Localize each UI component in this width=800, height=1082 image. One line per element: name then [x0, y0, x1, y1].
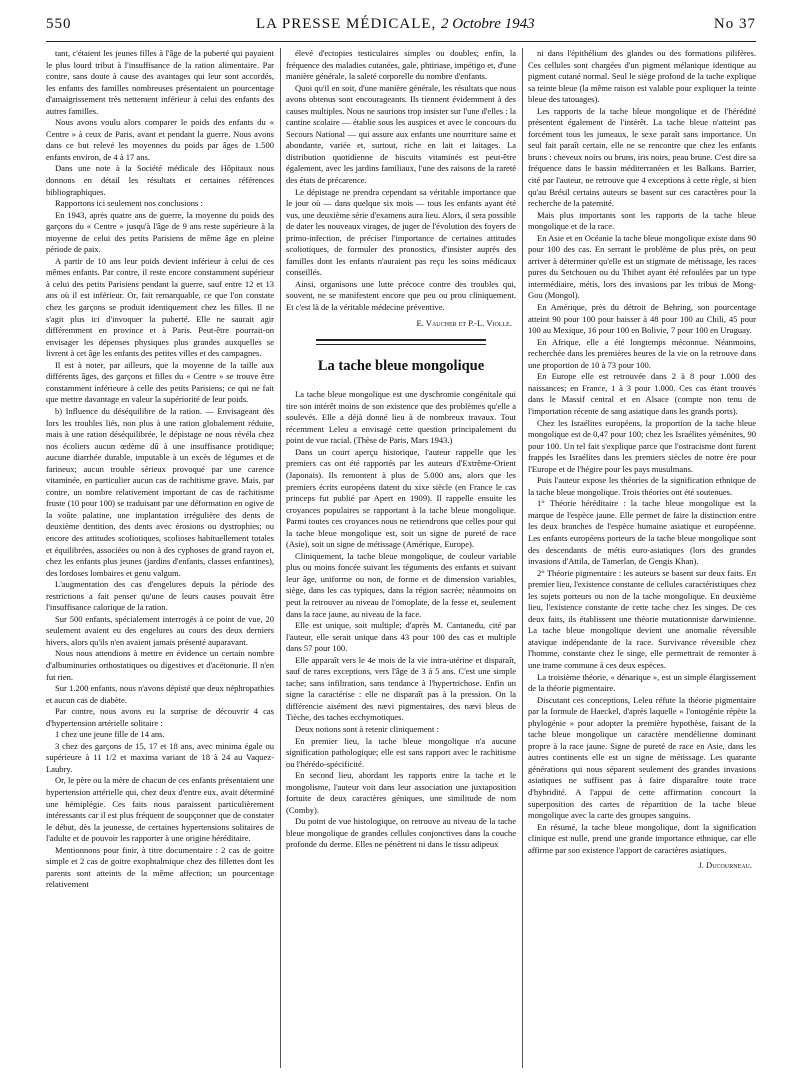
header-rule [46, 41, 756, 42]
paragraph: A partir de 10 ans leur poids devient inférieur à celui de ces mêmes enfants. Par contre, il reste encore constamment supérieur à celui des petits Parisiens pendant la guerre, sauf entre 12 et 13 ans où il est inférieur. Or, fait remarquable, ce que l'on constate chez les garçons se produit identiquement chez les filles. Il ne s'agit plus ici d'invoquer la puberté. Elle ne saurait agir différemment en province et à Paris. Peut-être pourrait-on envisager les dépenses physiques plus grandes auxquelles se livrent à cet âge les enfants des petites villes et des campagnes. [46, 255, 274, 359]
paragraph: 1 chez une jeune fille de 14 ans. [55, 729, 165, 740]
column-left [46, 48, 274, 891]
paragraph: En 1943, après quatre ans de guerre, la moyenne du poids des garçons du « Centre » jusqu'à l'âge de 9 ans reste supérieure à la moyenne de celui des petits Parisiens de même âge en pleine période de paix. [46, 209, 274, 255]
issue-number: No 37 [713, 16, 756, 32]
column-divider [522, 48, 523, 1068]
paragraph: Du point de vue histologique, on retrouve au niveau de la tache bleue mongolique de grandes cellules conjonctives dans la couche profonde du derme. Elles ne pénètrent ni dans le tissu adipeux [286, 816, 516, 850]
authors-signature: E. Vaucher et P.-L. Violle. [416, 317, 512, 328]
journal-name: LA PRESSE MÉDICALE, [256, 16, 437, 32]
paragraph: Discutant ces conceptions, Leleu réfute la théorie pigmentaire par la formule de Haeckel, d'après laquelle « l'ontogénie répète la phylogénie » pour adopter la première hypothèse, faisant de la tache bleue mongolique un caractère mendélienne dominant propre à la race jaune. Signe de pureté de race en Asie, dans les autres continents elle est un signe de métissage. Les quarante générations qui nous séparent seulement des grandes invasions asiatiques ne suffisent pas à faire disparaître toute trace d'hybridité. A l'appui de cette affirmation concourt la superposition des cartes de répartition de la tache bleue mongolique avec la carte des groupes sanguins. [528, 694, 756, 821]
column-divider [280, 48, 281, 1068]
paragraph: Rapportons ici seulement nos conclusions : [55, 198, 203, 209]
paragraph: Par contre, nous avons eu la surprise de découvrir 4 cas d'hypertension artérielle solitaire : [46, 706, 274, 728]
journal-title [256, 16, 535, 33]
paragraph: Cliniquement, la tache bleue mongolique, de couleur variable plus ou moins foncée suivant les téguments des enfants et suivant leur âge, uniforme ou non, de forme et de dimension variables, siège, dans les cas typiques, dans la région sacrée; néanmoins on peut la retrouver au niveau de l'omoplate, de la fesse et, seulement dans la race jaune, au niveau de la face. [286, 550, 516, 619]
paragraph: Nous avons voulu alors comparer le poids des enfants du « Centre » à ceux de Paris, avant et pendant la guerre. Nous avons dans ce but relevé les moyennes du poids par âges de 1.500 enfants environ, de 4 à 17 ans. [46, 117, 274, 162]
paragraph: Mentionnons pour finir, à titre documentaire : 2 cas de goitre simple et 2 cas de goitre exophtalmique chez des fillettes dont les parents sont atteints de la même affection; un pourcentage relativement [46, 844, 274, 890]
paragraph: Mais plus importants sont les rapports de la tache bleue mongolique et de la race. [528, 209, 756, 232]
article-signature: J. Ducourneau. [698, 860, 752, 871]
paragraph: Or, le père ou la mère de chacun de ces enfants présentaient une hypertension artérielle qui, chez deux d'entre eux, avait déterminé une hémiplégie. Ces faits nous paraissent particulièrement intéressants car il est plus fréquent de soupçonner que de constater le début, dès la jeunesse, de certaines hypertensions solitaires de l'adulte et de pouvoir les rapporter à une origine héréditaire. [46, 775, 274, 844]
paragraph: En Afrique, elle a été longtemps méconnue. Néanmoins, recherchée dans les premières heures de la vie on la retrouve dans une proportion de 10 à 73 pour 100. [528, 336, 756, 370]
paragraph: Chez les Israélites européens, la proportion de la tache bleue mongolique est de 0,47 pour 100; chez les Israélites yéménites, 90 pour 100. Un tel fait s'explique parce que l'ostracisme dont furent frappés les Israélites dans les premiers siècles de notre ère pour l'Europe et de l'hégire pour les pays musulmans. [528, 417, 756, 474]
paragraph: Elle est unique, soit multiple; d'après M. Cantanedu, cité par l'auteur, elle serait unique dans 43 pour 100 des cas et multiple dans 57 pour 100. [286, 620, 516, 654]
running-header [46, 16, 756, 40]
column-right [528, 48, 756, 872]
paragraph: Elle apparaît vers le 4e mois de la vie intra-utérine et disparaît, sauf de rares exceptions, vers l'âge de 3 à 5 ans. C'est une simple tache; sans infiltration, sans tendance à l'hypertrichose. Enfin un signe la caractérise : elle ne disparaît pas à la pression. On la différencie aisément des nævi pigmentaires, des nævi bleus de Tièche, des taches ecchymotiques. [286, 654, 516, 723]
paragraph: 3 chez des garçons de 15, 17 et 18 ans, avec minima égale ou supérieure à 11 1/2 et maxima variant de 18 à 24 au Vaquez-Laubry. [46, 740, 274, 774]
issue-date: 2 Octobre 1943 [441, 16, 535, 32]
paragraph: En second lieu, abordant les rapports entre la tache et le mongolisme, l'auteur voit dans leur association une juxtaposition fortuite de deux caractères géniques, une similitude de nom (Comby). [286, 770, 516, 815]
article-body [286, 389, 516, 851]
paragraph: élevé d'ectopies testiculaires simples ou doubles; enfin, la fréquence des maladies cutanées, gale, phtiriase, impétigo et, d'une manière générale, la saleté corporelle du nombre d'enfants. [286, 48, 516, 82]
paragraph: 2° Théorie pigmentaire : les auteurs se basent sur deux faits. En premier lieu, l'existence constante de cellules caractéristiques chez les sujets porteurs ou non de la tache mongolique. En deuxième lieu, l'existence constante de cette tache chez les singes. De ces deux faits, ils établissent une théorie mutationniste darwinienne. La tache bleue mongolique devient une anomalie réversible atavique indépendante de la race. Survivance réversible chez l'homme, constante chez le singe, elle permettrait de remonter à une trame commune à ces deux espèces. [528, 567, 756, 670]
paragraph: tant, c'étaient les jeunes filles à l'âge de la puberté qui payaient le plus lourd tribut à l'insuffisance de la ration alimentaire. Par contre, sans doute à cause des avantages qui leur sont accordés, les enfants des familles nombreuses présentaient un pourcentage d'amaigrissement très nettement inférieur à celui des enfants des autres familles. [46, 48, 274, 116]
paragraph: En résumé, la tache bleue mongolique, dont la signification clinique est nulle, prend une grande importance ethnique, car elle affirme par son existence l'apport de caractères asiatiques. [528, 821, 756, 855]
article-separator [316, 339, 486, 345]
column-middle [286, 48, 516, 851]
paragraph: Quoi qu'il en soit, d'une manière générale, les résultats que nous avons obtenus sont encourageants. Ils tiennent évidemment à des causes multiples. Nous ne saurions trop insister sur l'une d'elles : la cantine scolaire — établie sous les auspices et avec le concours du Secours National — qui assure aux enfants une nourriture saine et abondante, variée et, surtout, riche en lait et laitages. La distribution quotidienne de biscuits vitaminés est peut-être également, avec les jardins familiaux, l'une des raisons de la rareté des états de précarence. [286, 82, 516, 186]
paragraph: 1° Théorie héréditaire : la tache bleue mongolique est la marque de l'espèce jaune. Elle permet de faire la distinction entre les deux branches de l'espèce humaine asiatique et européenne. Les enfants européens porteurs de la tache bleue mongolique sont des descendants de métis euro-asiatiques (lors des grandes invasions d'Attila, de Tamerlan, de Gengis Khan). [528, 498, 756, 567]
paragraph: L'augmentation des cas d'engelures depuis la période des restrictions a fait penser qu'une de leurs causes pouvait être l'insuffisance calorique de la ration. [46, 579, 274, 613]
paragraph: Deux notions sont à retenir cliniquement : [295, 723, 439, 734]
paragraph: Ainsi, organisons une lutte précoce contre des troubles qui, souvent, ne se manifestent encore que peu ou prou cliniquement. Et c'est là de la véritable médecine préventive. [286, 278, 516, 313]
article-title: La tache bleue mongolique [317, 358, 485, 375]
paragraph: En Asie et en Océanie la tache bleue mongolique existe dans 90 pour 100 des cas. En serrant le problème de plus près, on peut arriver à déterminer qu'elle est un stigmate de métissage, les races pures du Setchouen ou du Thibet ayant été refoulées par un type intermédiaire, métis, lors des invasions par les tribus de Mong-Gou (Mongol). [528, 232, 756, 301]
paragraph: Sur 1.200 enfants, nous n'avons dépisté que deux néphropathies et aucun cas de diabète. [46, 683, 274, 705]
paragraph: Dans un court aperçu historique, l'auteur rappelle que les premiers cas ont été rapportés par les auteurs d'Extrême-Orient (Japonais). Ils remontent à plus de 5.000 ans, alors que les premiers écrits européens datent du xixe siècle (en France le cas princeps fut publié par Apert en 1909). Il rappelle ensuite les croyances populaires se rapportant à la tache bleue mongolique. Parmi toutes ces croyances nous ne retiendrons que celles pour qui la tache bleue mongolique est, soit un signe de pureté de race (Asie), soit un signe de métissage (Amérique, Europe). [286, 446, 516, 550]
page-number: 550 [46, 16, 72, 32]
article-conclusion [286, 48, 516, 314]
paragraph: La tache bleue mongolique est une dyschromie congénitale qui tire son intérêt moins de son existence que des problèmes qu'elle a soulevés. Elle a déjà donné lieu à de nombreux travaux. Tout récemment Leleu a envisagé cette question principalement du point de vue racial. (Thèse de Paris, Mars 1943.) [286, 389, 516, 446]
paragraph: Sur 500 enfants, spécialement interrogés à ce point de vue, 20 seulement avaient eu des engelures au cours des deux derniers hivers, alors qu'ils n'en avaient jamais présenté auparavant. [46, 613, 274, 647]
paragraph: Dans une note à la Société médicale des Hôpitaux nous donnons en détail les résultats et certaines références bibliographiques. [46, 163, 274, 197]
paragraph: Nous nous attendions à mettre en évidence un certain nombre d'albuminuries orthostatiques ou digestives et d'acétonurie. Il n'en fut rien. [46, 648, 274, 682]
paragraph: b) Influence du déséquilibre de la ration. — Envisageant dès lors les troubles liés, non plus à une ration globalement réduite, mais à une ration déséquilibrée, le dépistage ne nous révéla chez nos écoliers aucun œdème dû à une insuffisance protidique; aucune diarrhée durable, imputable à un excès de légumes et de farineux; aucun trouble sérieux provoqué par une carence vitaminée, en particulier aucun cas de rachitisme grave. Mais, par contre, un nombre relativement important de cas de rachitisme fruste (10 pour 100) se traduisant par une déformation en ogive de la voûte palatine, une implantation irrégulière des dents de deuxième dentition, des dents avec érosions ou dystrophies; ou encore des attitudes scoliotiques, scolioses habituellement totales et équilibrées, associées ou non à des cyphoses de grand rayon et, chez les enfants plus jeunes (jardins d'enfants, classes enfantines), des lordoses lombaires et genu valgum. [46, 405, 274, 578]
paragraph: ni dans l'épithélium des glandes ou des formations pilifères. Ces cellules sont chargées d'un pigment mélanique identique au pigment cutané normal. Seul le siège profond de la tache explique sa teinte bleue (la même raison est valable pour expliquer la teinte bleue des tatouages). [528, 48, 756, 105]
paragraph: Le dépistage ne prendra cependant sa véritable importance que le jour où — dans quelque six mois — tous les enfants ayant été vus, une deuxième série d'examens aura lieu. Alors, il sera possible de dater les nouveaux virages, de juger de l'évolution des foyers de primo-infection, de préciser l'importance de certaines attitudes scoliotiques, de formuler des pronostics, d'insister auprès des familles dont les enfants n'auraient pas reçu les soins médicaux conseillés. [286, 186, 516, 278]
paragraph: En Amérique, près du détroit de Behring, son pourcentage atteint 90 pour 100 pour baisser à 48 pour 100 au Chili, 45 pour 100 au Mexique, 16 pour 100 en Bolivie, 7 pour 100 en Uruguay. [528, 302, 756, 336]
paragraph: En Europe elle est retrouvée dans 2 à 8 pour 1.000 des naissances; en France, 1 à 3 pour 1.000. Ces cas étant trouvés dans le Massif central et en Alsace (compte non tenu de l'importation récente de sang asiatique dans les grands ports). [528, 371, 756, 416]
paragraph: Puis l'auteur expose les théories de la signification ethnique de la tache bleue mongolique. Trois théories ont été soutenues. [528, 475, 756, 497]
article-body-continued [528, 48, 756, 856]
paragraph: La troisième théorie, « dénarique », est un simple élargissement de la théorie pigmentaire. [528, 671, 756, 694]
paragraph: Il est à noter, par ailleurs, que la moyenne de la taille aux différents âges, des garçons et filles du « Centre » se trouve être constamment inférieure à celle des petits Parisiens; ce qui ne fait que mettre davantage en valeur la supériorité de leur poids. [46, 359, 274, 405]
paragraph: En premier lieu, la tache bleue mongolique n'a aucune signification pathologique; elle est sans rapport avec le rachitisme ou l'hérédo-spécificité. [286, 735, 516, 769]
paragraph: Les rapports de la tache bleue mongolique et de l'hérédité présentent également de l'intérêt. La tache bleue n'atteint pas forcément tous les jumeaux, le sexe paraît sans importance. Un seul fait paraît certain, elle ne se rencontre que chez les enfants bruns : cheveux noirs ou bruns, iris noirs, peau brune. C'est dire sa fréquence dans le bassin méditerranéen et les Balkans. Barrier, cité par l'auteur, ne retrouve que 4 exceptions à cette règle, si bien qu'au Brésil certains auteurs se basent sur ces caractères pour la recherche de la paternité. [528, 105, 756, 209]
